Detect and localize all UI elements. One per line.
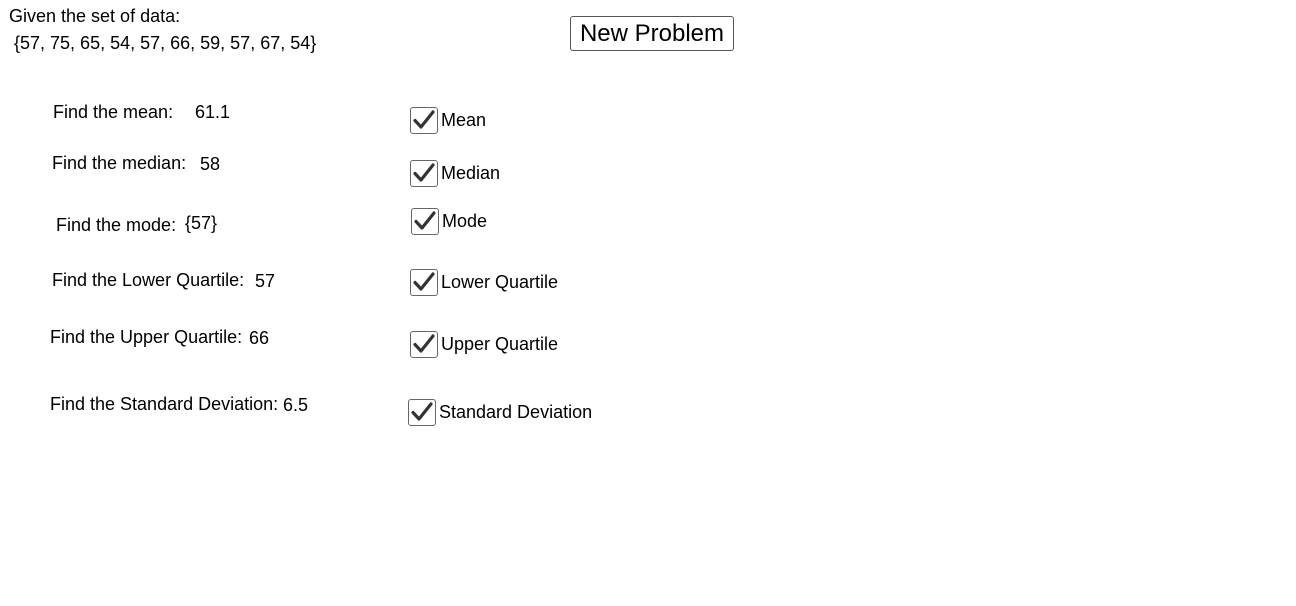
lower-quartile-prompt: Find the Lower Quartile:	[52, 270, 245, 290]
mean-checkbox-label: Mean	[441, 110, 487, 130]
new-problem-button[interactable]: New Problem	[570, 16, 734, 51]
lower-quartile-checkbox[interactable]	[410, 269, 438, 296]
upper-quartile-prompt: Find the Upper Quartile:	[50, 327, 243, 347]
checkmark-icon	[413, 163, 435, 183]
checkmark-icon	[414, 211, 436, 231]
std-dev-answer: 6.5	[283, 395, 309, 415]
median-checkbox-label: Median	[441, 163, 501, 183]
upper-quartile-checkbox-label: Upper Quartile	[441, 334, 559, 354]
mean-toggle[interactable]	[410, 106, 486, 134]
median-toggle[interactable]	[410, 159, 500, 187]
dataset-text: {57, 75, 65, 54, 57, 66, 59, 57, 67, 54}	[14, 33, 317, 53]
mode-prompt: Find the mode:	[56, 215, 177, 235]
lower-quartile-answer: 57	[255, 271, 276, 291]
median-answer: 58	[200, 154, 221, 174]
upper-quartile-answer: 66	[249, 328, 270, 348]
mode-checkbox-label: Mode	[442, 211, 488, 231]
mean-prompt: Find the mean:	[53, 102, 174, 122]
checkmark-icon	[413, 110, 435, 130]
lower-quartile-checkbox-label: Lower Quartile	[441, 272, 559, 292]
std-dev-toggle[interactable]	[408, 398, 592, 426]
upper-quartile-toggle[interactable]	[410, 330, 558, 358]
mode-answer: {57}	[185, 213, 218, 233]
lower-quartile-toggle[interactable]	[410, 268, 558, 296]
mode-checkbox[interactable]	[411, 208, 439, 235]
median-prompt: Find the median:	[52, 153, 187, 173]
std-dev-checkbox[interactable]	[408, 399, 436, 426]
checkmark-icon	[411, 402, 433, 422]
mean-checkbox[interactable]	[410, 107, 438, 134]
median-checkbox[interactable]	[410, 160, 438, 187]
std-dev-checkbox-label: Standard Deviation	[439, 402, 593, 422]
mean-answer: 61.1	[195, 102, 231, 122]
upper-quartile-checkbox[interactable]	[410, 331, 438, 358]
checkmark-icon	[413, 272, 435, 292]
mode-toggle[interactable]	[411, 207, 487, 235]
checkmark-icon	[413, 334, 435, 354]
std-dev-prompt: Find the Standard Deviation:	[50, 394, 279, 414]
given-label: Given the set of data:	[9, 6, 181, 26]
